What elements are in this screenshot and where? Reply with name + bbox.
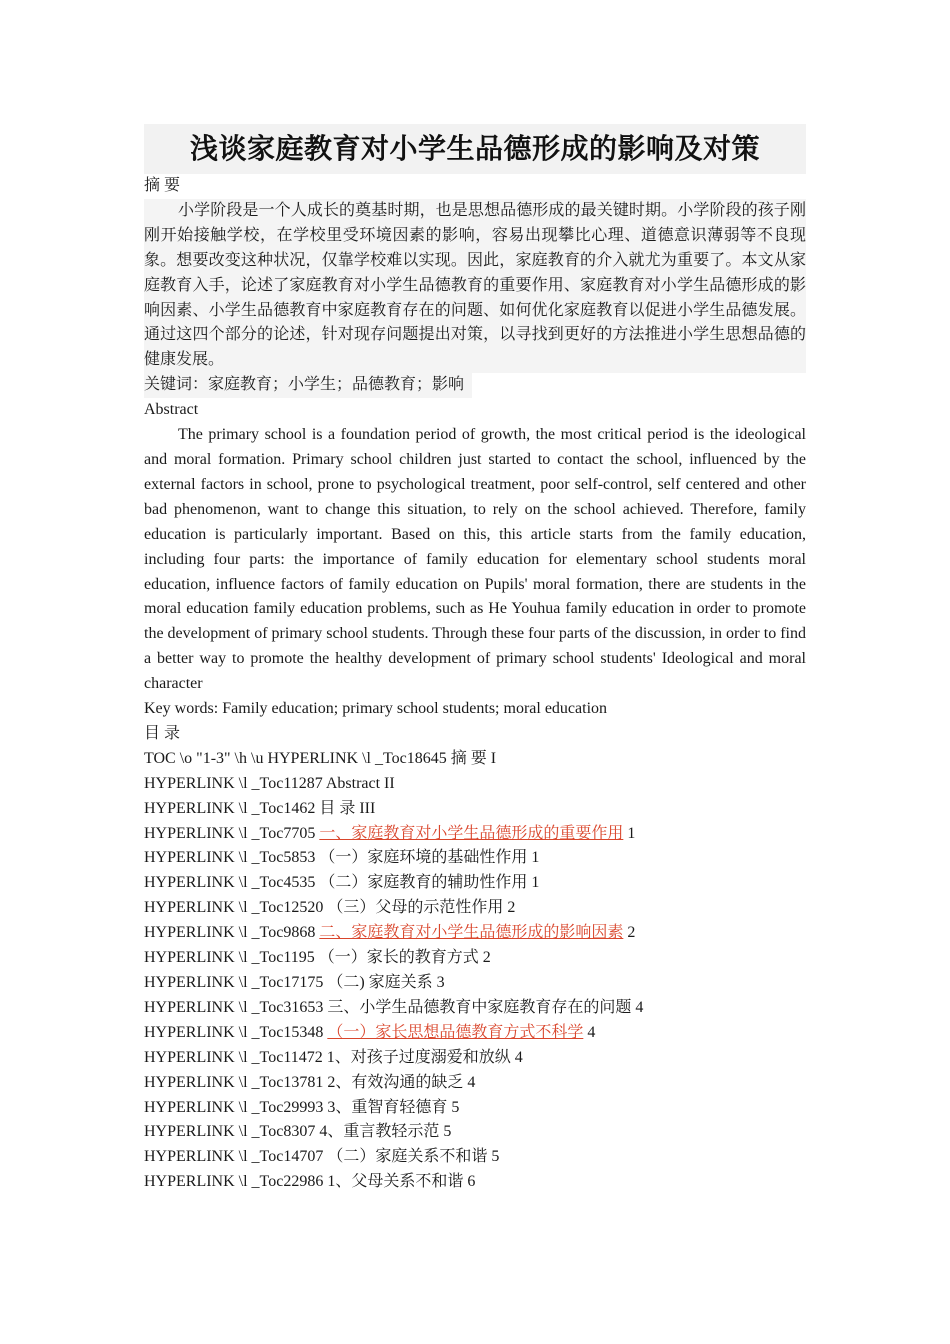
toc-page-number: 2 xyxy=(623,924,636,942)
toc-field-code: HYPERLINK \l _Toc31653 xyxy=(144,998,328,1016)
toc-field-code: HYPERLINK \l _Toc13781 xyxy=(144,1073,328,1091)
toc-field-code: HYPERLINK \l _Toc5853 xyxy=(144,849,320,867)
toc-line xyxy=(144,1071,806,1096)
toc-page-number: 4 xyxy=(583,1023,596,1041)
toc-line xyxy=(144,946,806,971)
toc-line xyxy=(144,1046,806,1071)
toc-field-code: HYPERLINK \l _Toc7705 xyxy=(144,824,320,842)
toc-entry-text: （一）家庭环境的基础性作用 xyxy=(319,849,528,867)
toc-page-number: 5 xyxy=(487,1148,500,1166)
toc-page-number: 3 xyxy=(432,974,445,991)
document-page xyxy=(144,124,806,1195)
toc-field-code: HYPERLINK \l _Toc29993 xyxy=(144,1098,328,1116)
toc-page-number: 5 xyxy=(439,1123,452,1141)
toc-page-number: 1 xyxy=(527,849,540,867)
toc-page-number: 4 xyxy=(463,1073,476,1091)
toc-entry-text: 1、对孩子过度溺爱和放纵 xyxy=(326,1048,511,1066)
toc-page-number: 1 xyxy=(623,824,636,842)
abstract-en-text: The primary school is a foundation period of growth, the most critical period is the ideological and moral formation. Primary school children just started to contact the school, influenced by the external factors in school, prone to psychological treatment, poor self-control, self centered and other bad phenomenon, want to change this situation, to rely on the school achieved. Therefore, family education is particularly important. Based on this, this article starts from the family education, including four parts: the importance of family education for elementary school students moral education, influence factors of family education on Pupils' moral formation, there are students in the moral education family education problems, such as He Youhua family education in order to promote the development of primary school students. Through these four parts of the discussion, in order to find a better way to promote the healthy development of primary school students' Ideological and moral character xyxy=(144,426,806,693)
toc-field-code: HYPERLINK \l _Toc12520 xyxy=(144,899,328,917)
toc-field-code: HYPERLINK \l _Toc17175 xyxy=(144,974,328,991)
toc-page-number: I xyxy=(486,749,497,767)
toc-entry-text: 3、重智育轻德育 xyxy=(327,1098,448,1116)
toc-entry-text: 三、小学生品德教育中家庭教育存在的问题 xyxy=(327,998,632,1016)
toc-entry-text: （三）父母的示范性作用 xyxy=(327,899,504,917)
toc-line[interactable] xyxy=(144,822,806,847)
toc-entry-text: （一）家长的教育方式 xyxy=(318,949,479,967)
toc-page-number: 6 xyxy=(463,1173,476,1191)
toc-list xyxy=(144,747,806,1195)
toc-field-code: HYPERLINK \l _Toc15348 xyxy=(144,1023,328,1041)
toc-page-number: 5 xyxy=(447,1098,460,1116)
abstract-cn-heading: 摘 要 xyxy=(144,177,181,194)
toc-entry-text: 4、重言教轻示范 xyxy=(319,1123,440,1141)
toc-link[interactable]: 一、家庭教育对小学生品德形成的重要作用 xyxy=(319,824,624,842)
toc-field-code: HYPERLINK \l _Toc14707 xyxy=(144,1148,328,1166)
toc-line xyxy=(144,772,806,797)
toc-field-code: HYPERLINK \l _Toc1462 xyxy=(144,799,320,817)
abstract-en-keywords: Key words: Family education; primary school students; moral education xyxy=(144,700,608,718)
toc-entry-text: 摘 要 xyxy=(450,749,487,767)
toc-line xyxy=(144,971,806,996)
toc-field-code: HYPERLINK \l _Toc11287 xyxy=(144,774,326,792)
toc-heading: 目 录 xyxy=(144,724,181,742)
toc-line xyxy=(144,1170,806,1195)
toc-line[interactable] xyxy=(144,1021,806,1046)
toc-line xyxy=(144,1096,806,1121)
toc-field-code: HYPERLINK \l _Toc1195 xyxy=(144,949,319,967)
toc-field-code: TOC \o "1-3" \h \u HYPERLINK \l _Toc18645 xyxy=(144,749,451,767)
abstract-cn-text: 小学阶段是一个人成长的奠基时期，也是思想品德形成的最关键时期。小学阶段的孩子刚刚开始接触学校，在学校里受环境因素的影响，容易出现攀比心理、道德意识薄弱等不良现象。想要改变这种状况，仅靠学校难以实现。因此，家庭教育的介入就尤为重要了。本文从家庭教育入手，论述了家庭教育对小学生品德教育的重要作用、家庭教育对小学生品德形成的影响因素、小学生品德教育中家庭教育存在的问题、如何优化家庭教育以促进小学生品德发展。通过这四个部分的论述，针对现存问题提出对策，以寻找到更好的方法推进小学生思想品德的健康发展。 xyxy=(144,199,806,373)
toc-entry-text: （二) 家庭关系 xyxy=(327,974,433,991)
toc-field-code: HYPERLINK \l _Toc11472 xyxy=(144,1048,327,1066)
toc-page-number: III xyxy=(355,799,376,817)
toc-page-number: 4 xyxy=(510,1048,523,1066)
toc-line xyxy=(144,896,806,921)
toc-entry-text: （二）家庭关系不和谐 xyxy=(327,1148,488,1166)
toc-line xyxy=(144,1120,806,1145)
toc-entry-text: 1、父母关系不和谐 xyxy=(327,1173,464,1191)
toc-field-code: HYPERLINK \l _Toc9868 xyxy=(144,924,320,942)
toc-field-code: HYPERLINK \l _Toc4535 xyxy=(144,874,320,892)
abstract-cn-keywords: 关键词：家庭教育；小学生；品德教育；影响 xyxy=(144,373,472,398)
toc-line xyxy=(144,1145,806,1170)
title-band xyxy=(144,124,806,174)
toc-entry-text: 目 录 xyxy=(319,799,356,817)
toc-line xyxy=(144,797,806,822)
toc-link[interactable]: （一）家长思想品德教育方式不科学 xyxy=(327,1023,584,1041)
toc-field-code: HYPERLINK \l _Toc8307 xyxy=(144,1123,320,1141)
toc-entry-text: Abstract xyxy=(325,774,381,792)
toc-page-number: 2 xyxy=(503,899,516,917)
toc-page-number: II xyxy=(380,774,395,792)
toc-page-number: 1 xyxy=(527,874,540,892)
toc-entry-text: 2、有效沟通的缺乏 xyxy=(327,1073,464,1091)
toc-link[interactable]: 二、家庭教育对小学生品德形成的影响因素 xyxy=(319,924,624,942)
toc-line[interactable] xyxy=(144,921,806,946)
toc-line xyxy=(144,871,806,896)
toc-page-number: 2 xyxy=(478,949,491,967)
toc-entry-text: （二）家庭教育的辅助性作用 xyxy=(319,874,528,892)
document-title: 浅谈家庭教育对小学生品德形成的影响及对策 xyxy=(189,131,760,165)
toc-line xyxy=(144,747,806,772)
toc-line xyxy=(144,846,806,871)
toc-line xyxy=(144,996,806,1021)
toc-page-number: 4 xyxy=(631,998,644,1016)
toc-field-code: HYPERLINK \l _Toc22986 xyxy=(144,1173,328,1191)
abstract-en-heading: Abstract xyxy=(144,401,199,419)
